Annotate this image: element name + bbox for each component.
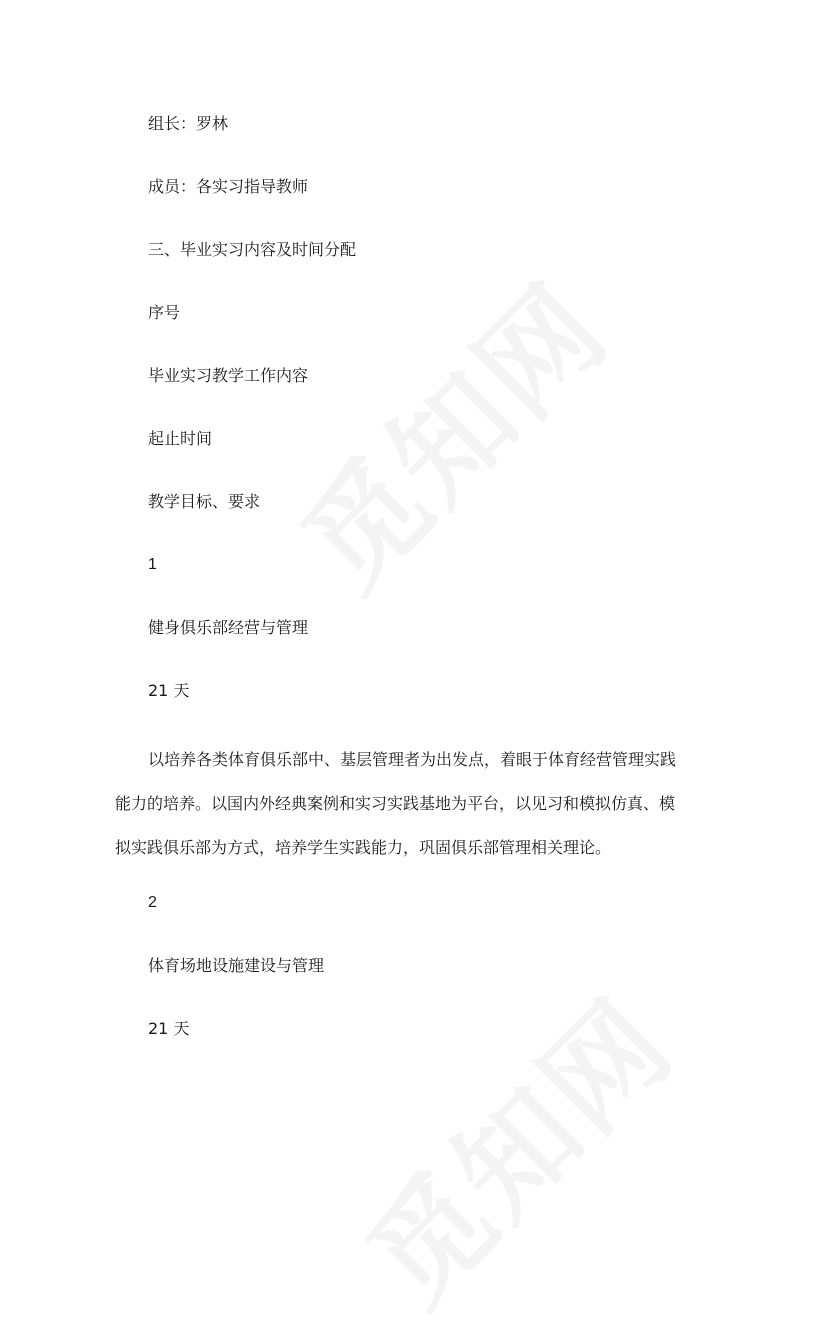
leader-line: 组长：罗林	[148, 114, 229, 133]
row2-number: 2	[148, 894, 157, 911]
row2-content: 体育场地设施建设与管理	[148, 956, 325, 975]
column-header-time: 起止时间	[148, 429, 213, 448]
watermark	[258, 240, 637, 619]
column-header-goal: 教学目标、要求	[148, 492, 261, 511]
column-header-content: 毕业实习教学工作内容	[148, 366, 309, 385]
column-header-number: 序号	[148, 303, 181, 322]
watermark	[323, 955, 702, 1334]
row1-time: 21 天	[148, 681, 190, 700]
row1-number: 1	[148, 556, 157, 573]
row2-time: 21 天	[148, 1019, 190, 1038]
row1-goal-line-3: 拟实践俱乐部为方式，培养学生实践能力，巩固俱乐部管理相关理论。	[115, 838, 612, 857]
section-heading: 三、毕业实习内容及时间分配	[148, 240, 357, 259]
row1-goal-line-1: 以培养各类体育俱乐部中、基层管理者为出发点，着眼于体育经营管理实践	[148, 750, 677, 769]
row1-goal-line-2: 能力的培养。以国内外经典案例和实习实践基地为平台，以见习和模拟仿真、模	[115, 794, 676, 813]
row1-content: 健身俱乐部经营与管理	[148, 618, 309, 637]
members-line: 成员：各实习指导教师	[148, 177, 309, 196]
row1-goal-paragraph	[115, 738, 718, 870]
